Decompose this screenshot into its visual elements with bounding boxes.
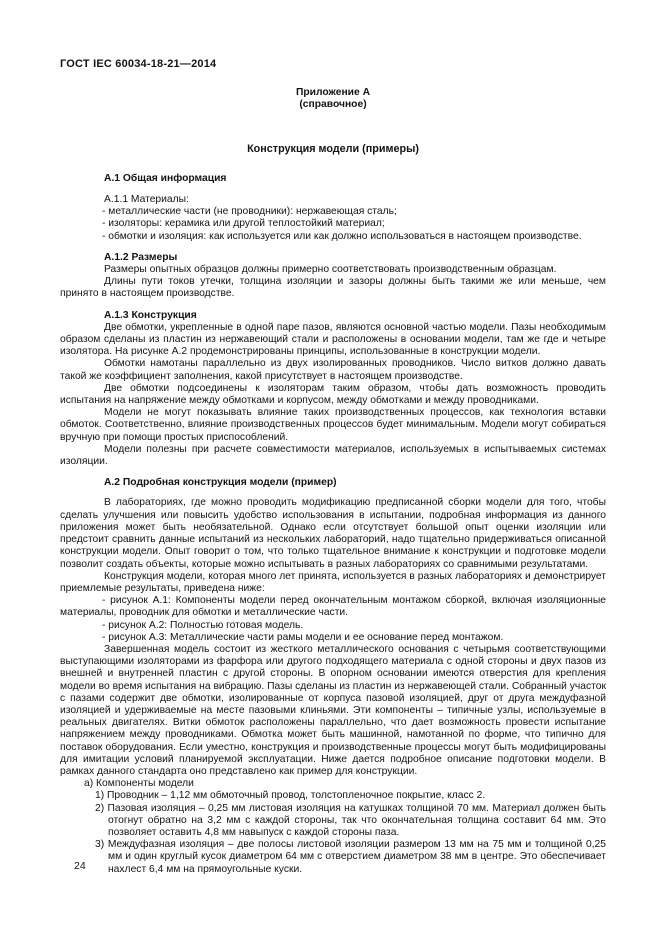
doc-number: ГОСТ IEC 60034-18-21—2014: [60, 58, 217, 70]
figure-item: - рисунок А.1: Компоненты модели перед окончательным монтажом сборкой, включая изоляционные материалы, проводник для обмотки и металлические части.: [60, 595, 606, 619]
paragraph: Размеры опытных образцов должны примерно соответствовать производственным образцам.: [104, 264, 557, 276]
annex-label: Приложение А: [295, 87, 371, 99]
paragraph: Обмотки намотаны параллельно из двух изолированных проводников. Число витков должно давать такой же коэффициент заполнения, какой присутствует в настоящем производстве.: [60, 358, 606, 382]
numbered-item: 3) Междуфазная изоляция – две полосы листовой изоляции размером 13 мм на 75 мм и толщиной 0,25 мм и один круглый кусок диаметром 64 мм с отверстием диаметром 38 мм в центре. Это обеспечивает нахлест 6,4 мм на прямоугольные куски.: [95, 839, 606, 875]
paragraph: В лабораториях, где можно проводить модификацию предписанной сборки модели для того, чтобы сделать улучшения или повысить удобство использования в испытании, подробная информация из данного приложения может быть необязательной. Однако если отсутствует большой опыт оценки изоляции или предстоит сравнить данные испытаний из нескольких лабораторий, надо тщательно придерживаться описанной конструкции модели. Опыт говорит о том, что только тщательное внимание к конструкции и подготовке модели позволит создать объекты, которые можно испытывать в разных лабораториях со сравнимыми результатами.: [60, 497, 606, 570]
page-number: 24: [74, 860, 86, 872]
paragraph: Конструкция модели, которая много лет принята, используется в разных лабораториях и демонстрирует приемлемые результаты, приведена ниже:: [60, 570, 606, 594]
figure-item: - рисунок А.2: Полностью готовая модель.: [102, 619, 304, 631]
heading-a1-3: А.1.3 Конструкция: [104, 309, 197, 321]
annex-title: Конструкция модели (примеры): [247, 142, 419, 155]
heading-a1: А.1 Общая информация: [104, 172, 227, 184]
annex-kind: (справочное): [299, 99, 367, 111]
materials-item: - обмотки и изоляция: как используется или как должно использоваться в настоящем производстве.: [102, 230, 582, 242]
paragraph: Две обмотки подсоединены к изоляторам таким образом, чтобы дать возможность проводить испытания на напряжение между обмотками и корпусом, между обмотками и между проводниками.: [60, 382, 606, 407]
paragraph: Модели не могут показывать влияние таких производственных процессов, как технология вставки обмоток. Соответственно, влияние производственных процессов будет минимальным. Модели могут собираться вручную при помощи простых приспособлений.: [60, 407, 606, 443]
numbered-item: 1) Проводник – 1,12 мм обмоточный провод, толстопленочное покрытие, класс 2.: [95, 790, 486, 802]
paragraph: Две обмотки, укрепленные в одной паре пазов, являются основной частью модели. Пазы необходимым образом сделаны из пластин из нержавеющий стали и расположены в основании модели, там же где и четыре изолятора. На рисунке А.2 продемонстрированы принципы, использованные в конструкции модели.: [60, 321, 606, 358]
heading-a1-1: А.1.1 Материалы:: [104, 194, 189, 206]
components-heading: а) Компоненты модели: [84, 778, 194, 790]
materials-item: - изоляторы: керамика или другой теплостойкий материал;: [102, 218, 385, 230]
heading-a2: А.2 Подробная конструкция модели (пример): [104, 477, 337, 489]
heading-a1-2: А.1.2 Размеры: [104, 251, 178, 263]
paragraph: Длины пути токов утечки, толщина изоляции и зазоры должны быть такими же или меньше, чем принято в настоящем производстве.: [60, 276, 606, 300]
page-content: [60, 58, 606, 876]
materials-item: - металлические части (не проводники): нержавеющая сталь;: [102, 206, 397, 218]
numbered-item: 2) Пазовая изоляция – 0,25 мм листовая изоляция на катушках толщиной 70 мм. Материал должен быть отогнут обратно на 3,2 мм с каждой стороны, так что окончательная толщина составит 64 мм. Это позволяет оставить 4,8 мм навыпуск с каждой стороны паза.: [95, 802, 606, 838]
paragraph: Завершенная модель состоит из жесткого металлического основания с четырьмя соответствующими выступающими изоляторами из фарфора или другого подходящего материала с одной стороны и двух пазов из внешней и внутренней пластин с другой стороны. В опорном основании имеются отверстия для крепления модели во время испытания на вибрацию. Пазы сделаны из пластин из нержавеющей стали. Собранный участок с пазами содержит две обмотки, изолированные от корпуса пазовой изоляцией, друг от друга междуфазной изоляцией и удерживаемые на месте пазовыми клиньями. Эти компоненты – типичные узлы, используемые в реальных двигателях. Витки обмоток расположены параллельно, что дает возможность провести испытание напряжением между проводниками. Обмотка может быть машинной, намотанной по форме, что типично для поставок оборудования. Если уместно, конструкция и производственные процессы могут быть модифицированы для имитации условий планируемой эксплуатации. Ниже дается подробное описание подготовки модели. В рамках данного стандарта оно представлено как пример для конструкции.: [60, 643, 606, 777]
paragraph: Модели полезны при расчете совместимости материалов, используемых в испытываемых системах изоляции.: [60, 443, 606, 468]
figure-item: - рисунок А.3: Металлические части рамы модели и ее основание перед монтажом.: [102, 631, 504, 643]
